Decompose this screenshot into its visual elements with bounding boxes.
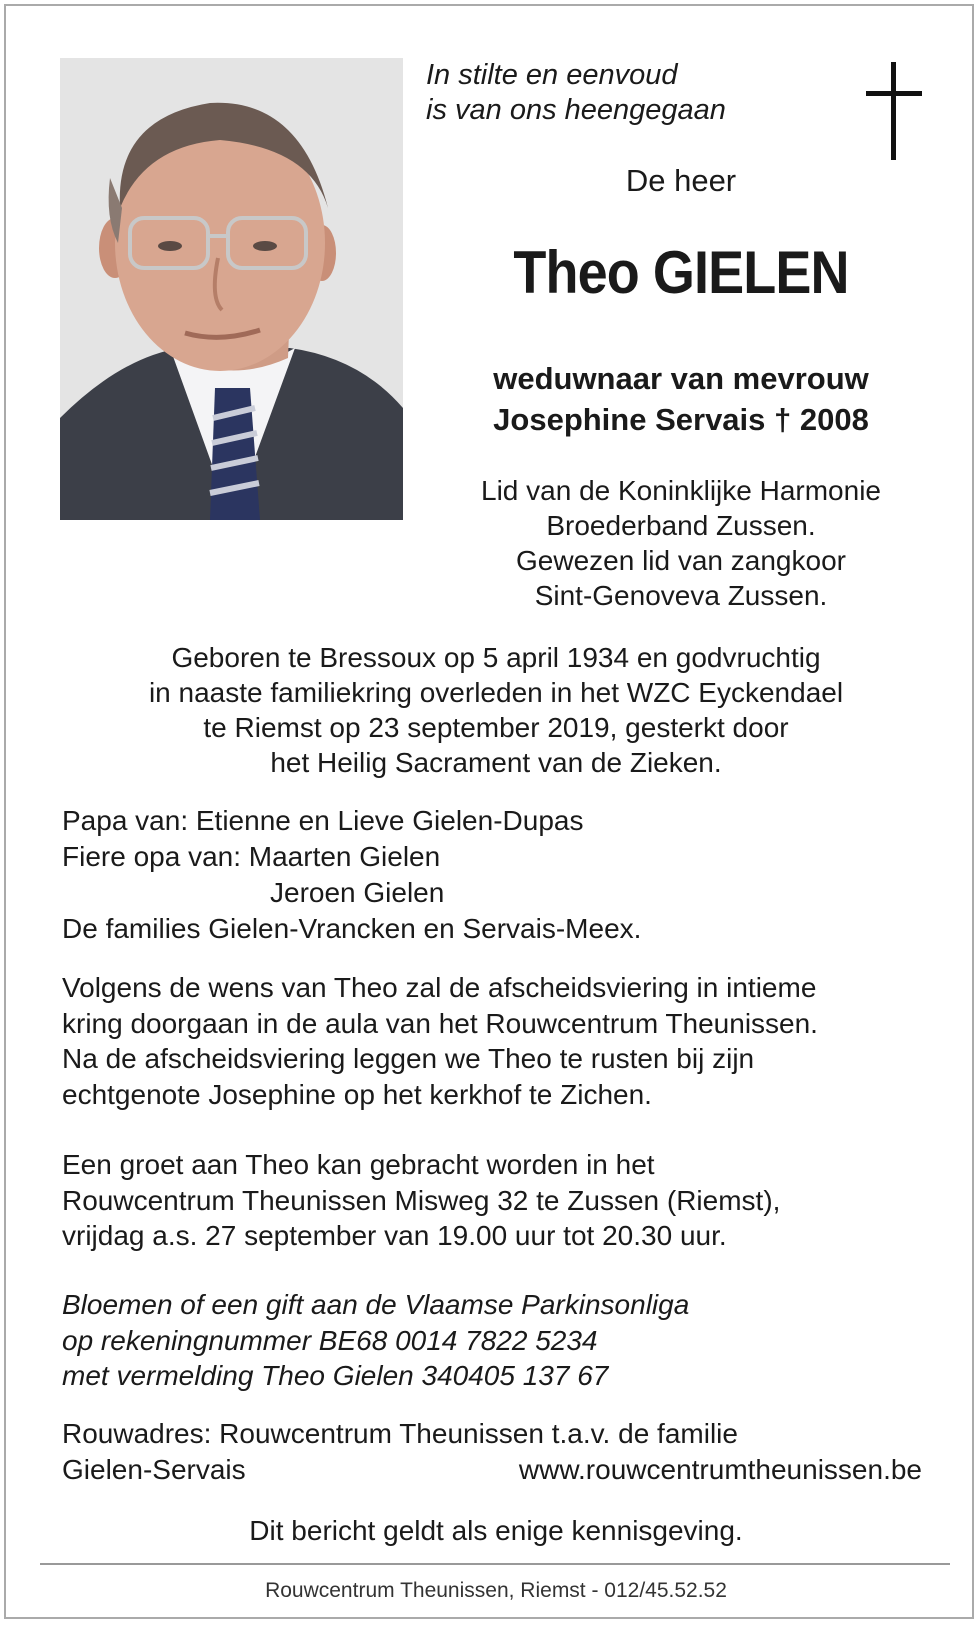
obituary-card — [4, 4, 974, 1619]
membership-line: Sint-Genoveva Zussen. — [534, 580, 828, 611]
farewell-line: Volgens de wens van Theo zal de afscheidsviering in intieme — [62, 972, 817, 1003]
footer-divider — [40, 1563, 950, 1565]
family-families: De families Gielen-Vrancken en Servais-Meex. — [62, 913, 642, 944]
birth-death-line: in naaste familiekring overleden in het WZC Eyckendael — [148, 677, 844, 708]
visitation-line: Rouwcentrum Theunissen Misweg 32 te Zussen (Riemst), — [62, 1184, 781, 1216]
donation-line: met vermelding Theo Gielen 340405 137 67 — [62, 1360, 609, 1391]
birth-death-line: het Heilig Sacrament van de Zieken. — [270, 747, 722, 778]
honorific: De heer — [625, 163, 737, 198]
donation-line: op rekeningnummer BE68 0014 7822 5234 — [62, 1324, 598, 1356]
family-opa: Fiere opa van: Maarten Gielen — [62, 841, 441, 872]
intro-line-2: is van ons heengegaan — [426, 94, 726, 126]
membership-line: Broederband Zussen. — [546, 510, 816, 541]
notice-text: Dit bericht geldt als enige kennisgeving. — [249, 1515, 743, 1546]
farewell-line: kring doorgaan in de aula van het Rouwcentrum Theunissen. — [62, 1007, 818, 1039]
birth-death-text — [46, 640, 946, 780]
widower-line-1: weduwnaar van mevrouw — [493, 361, 869, 396]
visitation-line: Een groet aan Theo kan gebracht worden in het — [62, 1149, 655, 1180]
widower-line-2: Josephine Servais † 2008 — [493, 402, 869, 437]
membership-line: Lid van de Koninklijke Harmonie — [481, 475, 881, 506]
farewell-line: Na de afscheidsviering leggen we Theo te rusten bij zijn — [62, 1043, 755, 1074]
intro-line-1: In stilte en eenvoud — [426, 59, 678, 91]
visitation-paragraph — [62, 1147, 962, 1254]
portrait-photo — [60, 58, 403, 520]
family-list — [62, 803, 641, 947]
widower-statement — [426, 358, 936, 440]
intro-text — [426, 58, 726, 128]
website-link[interactable]: www.rouwcentrumtheunissen.be — [518, 1454, 922, 1485]
donation-paragraph — [62, 1287, 962, 1394]
cross-icon — [866, 62, 922, 165]
mourning-address — [62, 1416, 922, 1488]
family-papa: Papa van: Etienne en Lieve Gielen-Dupas — [62, 805, 584, 836]
address-family-name: Gielen-Servais — [62, 1454, 246, 1485]
donation-line: Bloemen of een gift aan de Vlaamse Parkinsonliga — [62, 1289, 690, 1320]
birth-death-line: te Riemst op 23 september 2019, gesterkt door — [203, 712, 789, 743]
address-line: Rouwadres: Rouwcentrum Theunissen t.a.v. de familie — [62, 1418, 738, 1449]
membership-text — [426, 473, 936, 613]
visitation-line: vrijdag a.s. 27 september van 19.00 uur tot 20.30 uur. — [62, 1220, 727, 1251]
membership-line: Gewezen lid van zangkoor — [516, 545, 846, 576]
deceased-name: Theo GIELEN — [513, 239, 849, 306]
farewell-paragraph — [62, 970, 962, 1112]
footer-text: Rouwcentrum Theunissen, Riemst - 012/45.52.52 — [265, 1579, 727, 1602]
family-grandchild: Jeroen Gielen — [270, 877, 445, 908]
farewell-line: echtgenote Josephine op het kerkhof te Zichen. — [62, 1078, 652, 1110]
birth-death-line: Geboren te Bressoux op 5 april 1934 en godvruchtig — [171, 642, 821, 673]
